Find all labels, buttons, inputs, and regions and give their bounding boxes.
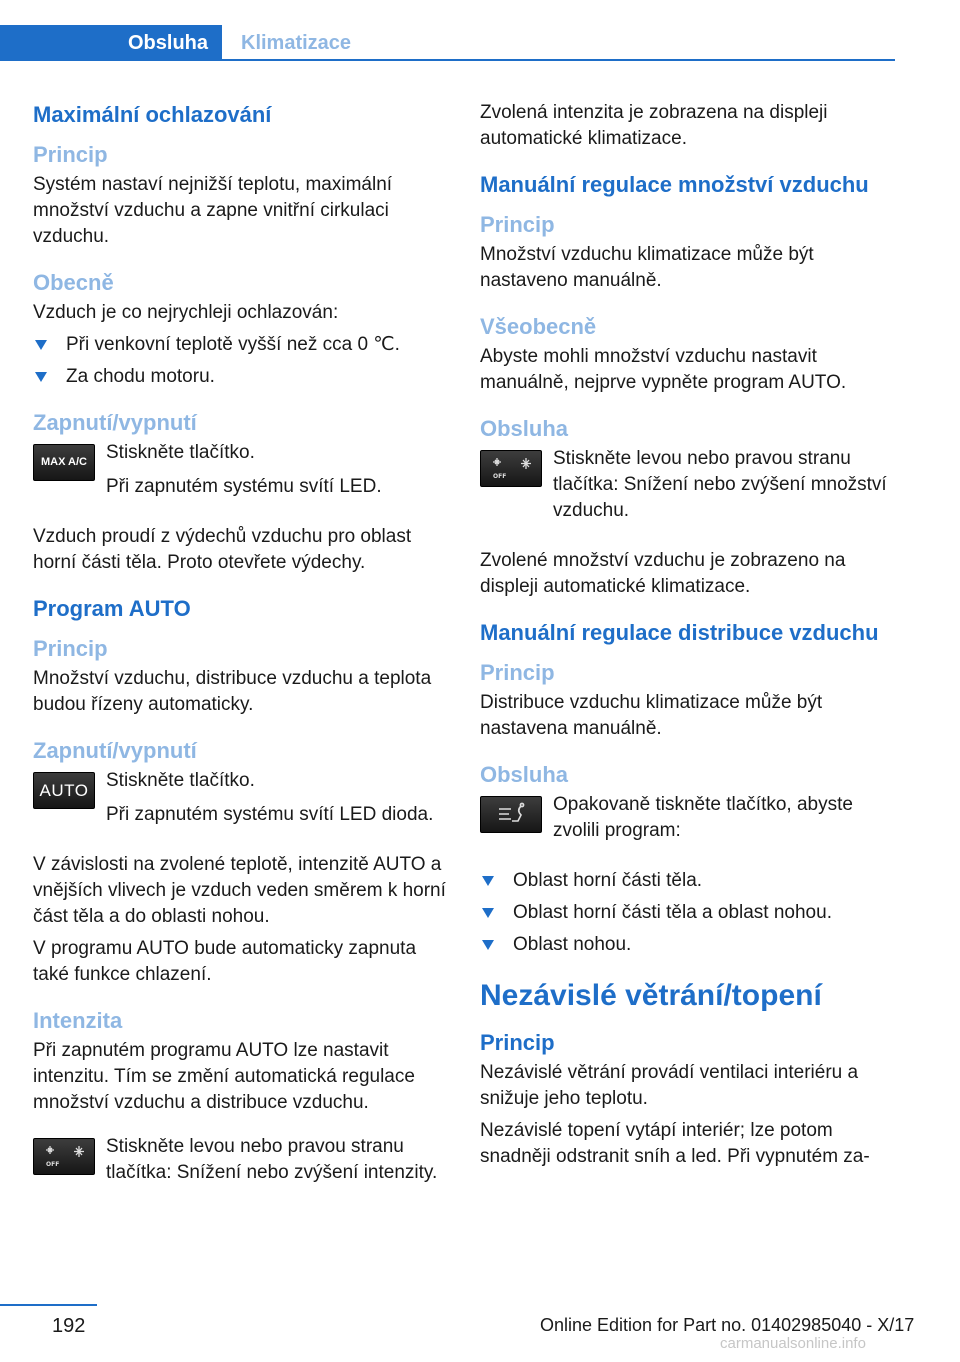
tab-klimatizace[interactable]: Klimatizace [241, 32, 352, 54]
auto-button-icon: AUTO [33, 772, 95, 809]
button-instruction [480, 792, 895, 852]
paragraph: Abyste mohli množství vzduchu nastavit manuálně, nejprve vypněte program AUTO. [480, 346, 847, 393]
subheading-princip: Princip [480, 1030, 555, 1055]
instruction-text: Stiskněte levou nebo pravou stranu tlačítka: Snížení nebo zvýšení množství vzduchu. [553, 448, 887, 521]
paragraph: V závislosti na zvolené teplotě, intenzitě AUTO a vnějších vlivech je vzduch veden směrem k horní část těla a do oblasti nohou. [33, 854, 446, 927]
section-title-program-auto: Program AUTO [33, 596, 191, 621]
subheading-princip: Princip [480, 660, 555, 685]
bullet-list [480, 868, 895, 958]
watermark: carmanualsonline.info [720, 1335, 866, 1352]
paragraph: Množství vzduchu, distribuce vzduchu a teplota budou řízeny automaticky. [33, 668, 432, 715]
instruction-text: Při zapnutém systému svítí LED. [106, 476, 382, 497]
page-number: 192 [52, 1315, 86, 1337]
paragraph: V programu AUTO bude automaticky zapnuta také funkce chlazení. [33, 938, 417, 985]
paragraph: Množství vzduchu klimatizace může být nastaveno manuálně. [480, 244, 814, 291]
subheading-princip: Princip [33, 636, 108, 661]
triangle-bullet-icon [35, 340, 47, 350]
list-item: Při venkovní teplotě vyšší než cca 0 ℃. [33, 332, 448, 358]
list-item: Oblast horní části těla. [480, 868, 895, 894]
instruction-text: Stiskněte tlačítko. [106, 770, 255, 791]
instruction-text: Stiskněte levou nebo pravou stranu tlačítka: Snížení nebo zvýšení intenzity. [106, 1136, 438, 1183]
paragraph: Zvolená intenzita je zobrazena na displeji automatické klimatizace. [480, 102, 828, 149]
paragraph: Při zapnutém programu AUTO lze nastavit intenzitu. Tím se změní automatická regulace množství vzduchu a distribuce vzduchu. [33, 1040, 415, 1113]
svg-text:OFF: OFF [493, 473, 507, 480]
header-rule [0, 59, 895, 61]
button-instruction [480, 446, 895, 532]
fan-button-icon [33, 1138, 95, 1175]
max-ac-button-icon: MAX A/C [33, 444, 95, 481]
list-item: Za chodu motoru. [33, 364, 448, 390]
paragraph: Nezávislé topení vytápí interiér; lze potom snadněji odstranit sníh a led. Při vypnutém za- [480, 1120, 870, 1167]
subheading-princip: Princip [480, 212, 555, 237]
subheading-zapnuti: Zapnutí/vypnutí [33, 410, 197, 435]
subheading-zapnuti: Zapnutí/vypnutí [33, 738, 197, 763]
button-instruction [33, 440, 448, 508]
paragraph: Zvolené množství vzduchu je zobrazeno na displeji automatické klimatizace. [480, 550, 846, 597]
right-column [480, 100, 895, 1188]
paragraph: Systém nastaví nejnižší teplotu, maximální množství vzduchu a zapne vnitřní cirkulaci vzduchu. [33, 174, 393, 247]
subheading-obsluha: Obsluha [480, 762, 569, 787]
triangle-bullet-icon [482, 876, 494, 886]
left-column [33, 100, 448, 1210]
triangle-bullet-icon [35, 372, 47, 382]
edition-note: Online Edition for Part no. 01402985040 - X/17 [540, 1315, 915, 1335]
list-item: Oblast nohou. [480, 932, 895, 958]
section-title-manual-air: Manuální regulace množství vzduchu [480, 172, 869, 197]
subheading-intenzita: Intenzita [33, 1008, 123, 1033]
subheading-obecne: Obecně [33, 270, 114, 295]
list-item: Oblast horní části těla a oblast nohou. [480, 900, 895, 926]
paragraph: Vzduch je co nejrychleji ochlazován: [33, 302, 339, 323]
tab-obsluha[interactable]: Obsluha [0, 25, 222, 61]
air-distribution-button-icon [480, 796, 542, 833]
triangle-bullet-icon [482, 940, 494, 950]
instruction-text: Stiskněte tlačítko. [106, 442, 255, 463]
subheading-vseobecne: Všeobecně [480, 314, 597, 339]
instruction-text: Opakovaně tiskněte tlačítko, abyste zvolili program: [553, 794, 853, 841]
footer-rule [0, 1304, 97, 1306]
bullet-list [33, 332, 448, 390]
paragraph: Vzduch proudí z výdechů vzduchu pro oblast horní části těla. Proto otevřete výdechy. [33, 526, 412, 573]
fan-button-icon [480, 450, 542, 487]
chapter-title-independent: Nezávislé větrání/topení [480, 979, 822, 1012]
triangle-bullet-icon [482, 908, 494, 918]
subheading-princip: Princip [33, 142, 108, 167]
subheading-obsluha: Obsluha [480, 416, 569, 441]
paragraph: Nezávislé větrání provádí ventilaci interiéru a snižuje jeho teplotu. [480, 1062, 859, 1109]
instruction-text: Při zapnutém systému svítí LED dioda. [106, 804, 434, 825]
button-instruction [33, 768, 448, 836]
page-header [0, 25, 895, 61]
svg-text:OFF: OFF [46, 1161, 60, 1168]
section-title-max-cooling: Maximální ochlazování [33, 102, 272, 127]
button-instruction [33, 1134, 448, 1194]
section-title-distribution: Manuální regulace distribuce vzduchu [480, 620, 879, 645]
paragraph: Distribuce vzduchu klimatizace může být nastavena manuálně. [480, 692, 823, 739]
